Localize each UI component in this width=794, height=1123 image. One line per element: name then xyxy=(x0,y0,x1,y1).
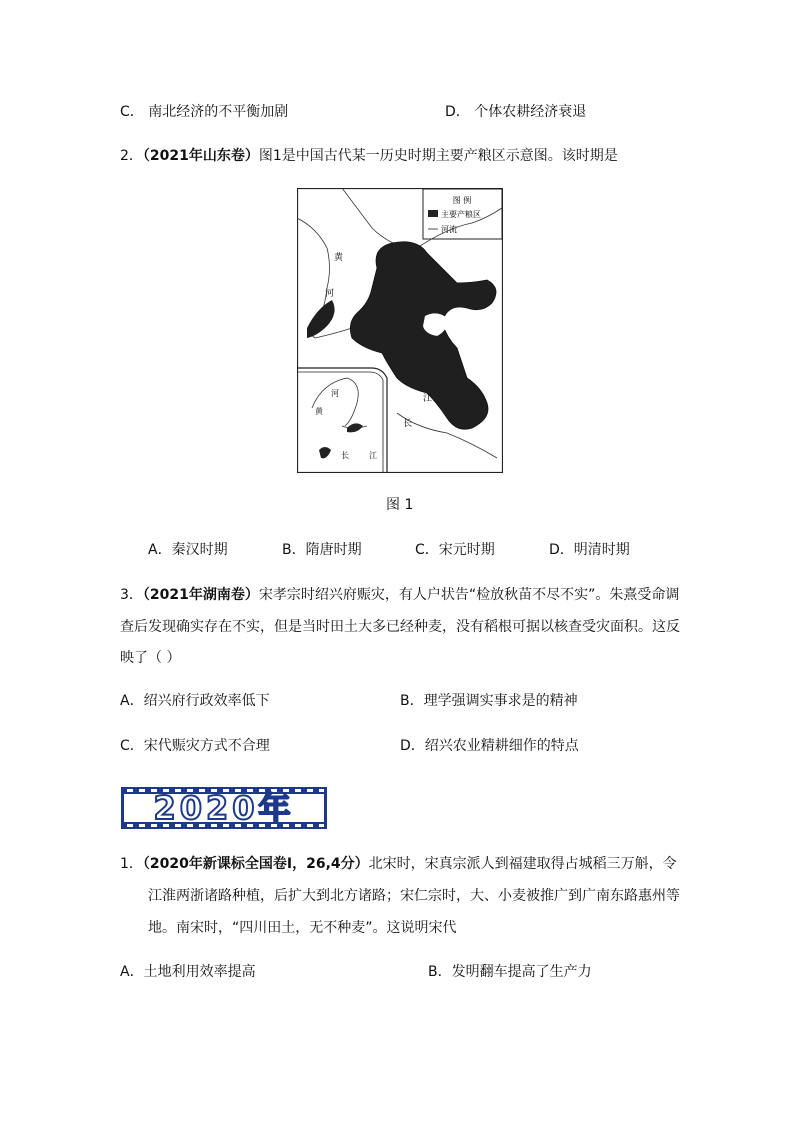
option-c: C．宋代赈灾方式不合理 xyxy=(120,738,270,754)
year-banner-text: 2020年 xyxy=(153,789,295,827)
question-source: （2021年湖南卷） xyxy=(142,587,259,603)
grain-region-map xyxy=(297,188,503,473)
question-number: 3． xyxy=(120,587,143,603)
option-d: D．明清时期 xyxy=(549,542,630,558)
label-huang: 黄 xyxy=(334,253,344,263)
inset-label-jiang: 江 xyxy=(369,451,377,460)
inset-label-huang: 黄 xyxy=(315,407,323,416)
option-a: A．土地利用效率提高 xyxy=(120,964,256,980)
question-3-line3: 映了（ ） xyxy=(120,650,181,666)
question-text: 图1是中国古代某一历史时期主要产粮区示意图。该时期是 xyxy=(258,148,618,164)
label-chang: 长 xyxy=(403,419,413,429)
question-number: 1． xyxy=(120,856,143,872)
inset-label-he: 河 xyxy=(331,389,339,398)
year-banner xyxy=(121,787,327,829)
legend-river-label: 河流 xyxy=(441,225,457,234)
legend-grain-swatch xyxy=(428,210,438,217)
question-2020-1-line2: 江淮两浙诸路种植，后扩大到北方诸路；宋仁宗时，大、小麦被推广到广南东路惠州等 xyxy=(148,888,680,904)
question-3-line1 xyxy=(120,585,679,605)
question-2-stem xyxy=(120,146,618,166)
question-text: 北宋时，宋真宗派人到福建取得占城稻三万斛，令 xyxy=(368,856,677,872)
option-b: B．发明翻车提高了生产力 xyxy=(428,964,592,980)
option-d: D．绍兴农业精耕细作的特点 xyxy=(400,738,579,754)
question-source: （2020年新课标全国卷Ⅰ，26,4分） xyxy=(142,856,369,872)
option-a: A．秦汉时期 xyxy=(148,542,228,558)
question-number: 2． xyxy=(120,148,143,164)
inset-label-chang: 长 xyxy=(341,451,349,460)
question-source: （2021年山东卷） xyxy=(142,148,259,164)
legend-title: 图 例 xyxy=(452,196,472,205)
legend-grain-label: 主要产粮区 xyxy=(441,210,481,219)
label-he: 河 xyxy=(325,289,335,299)
option-b: B．隋唐时期 xyxy=(282,542,362,558)
option-c: C．宋元时期 xyxy=(415,542,495,558)
question-2020-1-line1 xyxy=(120,854,677,874)
figure-caption: 图 1 xyxy=(386,497,414,513)
question-2020-1-line3: 地。南宋时，“四川田土，无不种麦”。这说明宋代 xyxy=(148,920,457,936)
option-a: A．绍兴府行政效率低下 xyxy=(120,693,270,709)
question-text: 宋孝宗时绍兴府赈灾，有人户状告“检放秋苗不尽不实”。朱熹受命调 xyxy=(258,587,680,603)
label-jiang: 江 xyxy=(423,394,433,404)
option-c: C． 南北经济的不平衡加剧 xyxy=(120,104,289,120)
option-b: B．理学强调实事求是的精神 xyxy=(400,693,578,709)
option-d: D． 个体农耕经济衰退 xyxy=(445,104,587,120)
question-3-line2: 查后发现确实存在不实，但是当时田土大多已经种麦，没有稻根可据以核查受灾面积。这反 xyxy=(120,619,680,635)
